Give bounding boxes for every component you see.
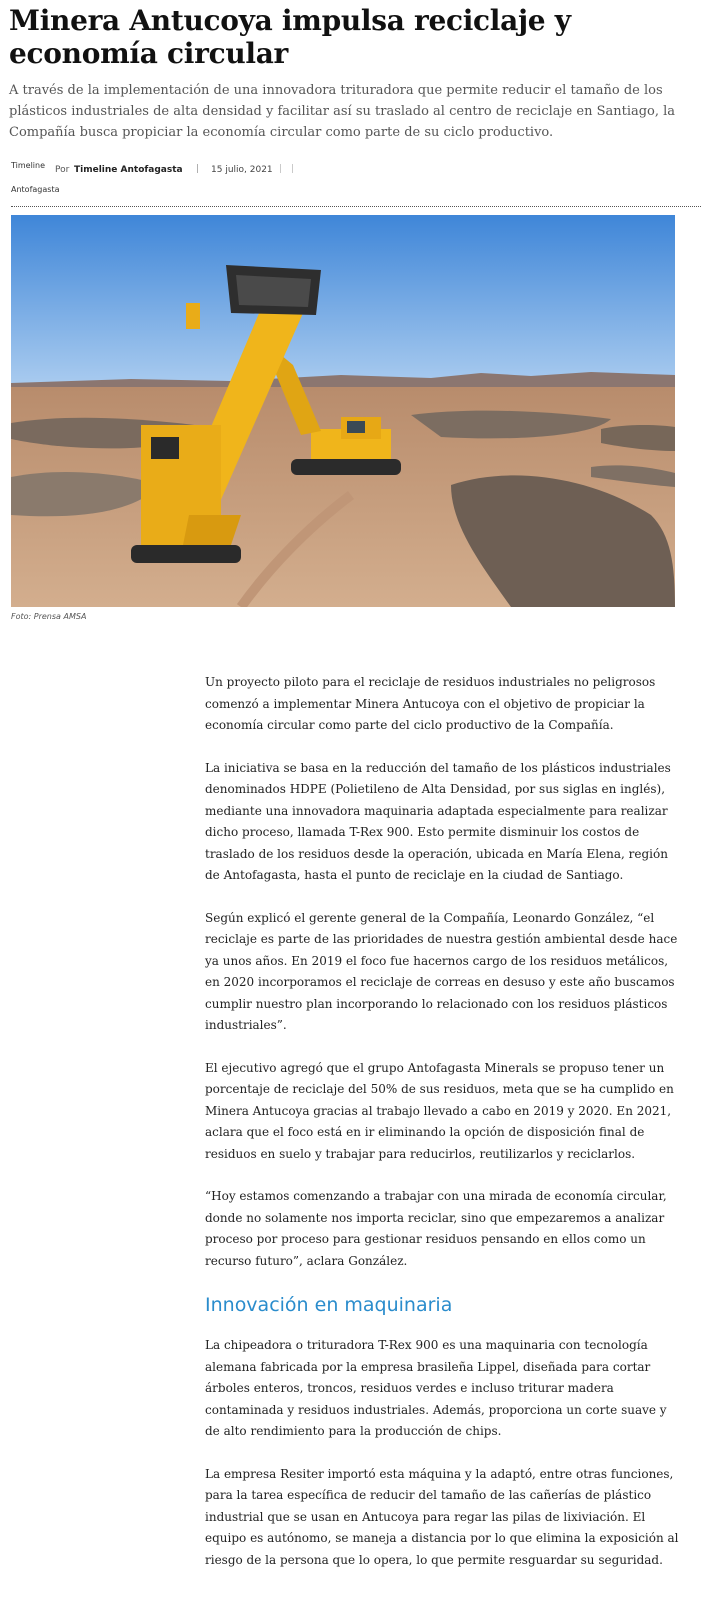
author-link[interactable]: Timeline Antofagasta bbox=[74, 165, 183, 175]
article-body bbox=[205, 672, 681, 1592]
body-paragraph: Según explicó el gerente general de la Compañía, Leonardo González, “el reciclaje es parte de las prioridades de nuestra gestión ambiental desde hace ya unos años. En 2019 el foco fue hacernos cargo de los residuos metálicos, en 2020 incorporamos el reciclaje de correas en desuso y este año buscamos cumplir nuestro plan incorporando lo relacionado con los residuos plásticos industriales”. bbox=[205, 910, 678, 1032]
section-heading: Innovación en maquinaria bbox=[205, 1294, 453, 1316]
body-paragraph: La chipeadora o trituradora T-Rex 900 es una maquinaria con tecnología alemana fabricada por la empresa brasileña Lippel, diseñada para cortar árboles enteros, troncos, residuos verdes e incluso triturar madera contaminada y residuos industriales. Además, proporciona un corte suave y de alto rendimiento para la producción de chips. bbox=[205, 1338, 667, 1438]
article-title: Minera Antucoya impulsa reciclaje y economía circular bbox=[9, 4, 571, 70]
byline-por: Por bbox=[55, 165, 70, 175]
sky bbox=[11, 215, 675, 385]
byline bbox=[11, 154, 701, 194]
byline-separator: | bbox=[291, 164, 295, 174]
article-subtitle: A través de la implementación de una innovadora trituradora que permite reducir el tamaño de los plásticos industriales de alta densidad y facilitar así su traslado al centro de reciclaje en Santiago, la Compañía busca propiciar la economía circular como parte de su ciclo productivo. bbox=[9, 83, 676, 140]
photo-illustration bbox=[11, 215, 675, 607]
byline-separator: | bbox=[196, 164, 200, 174]
publish-date: 15 julio, 2021 bbox=[211, 165, 273, 175]
publisher-logo[interactable] bbox=[11, 154, 60, 202]
body-paragraph: El ejecutivo agregó que el grupo Antofagasta Minerals se propuso tener un porcentaje de reciclaje del 50% de sus residuos, meta que se ha cumplido en Minera Antucoya gracias al trabajo llevado a cabo en 2019 y 2020. En 2021, aclara que el foco está en ir eliminando la opción de disposición final de residuos en suelo y trabajar para reducirlos, reutilizarlos y reciclarlos. bbox=[205, 1060, 674, 1161]
body-paragraph: La empresa Resiter importó esta máquina y la adaptó, entre otras funciones, para la tarea específica de reducir del tamaño de las cañerías de plástico industrial que se usan en Antucoya para regar las pilas de lixiviación. El equipo es autónomo, se maneja a distancia por lo que elimina la exposición al riesgo de la persona que lo opera, lo que permite resguardar su seguridad. bbox=[205, 1466, 679, 1567]
header-divider bbox=[11, 206, 701, 207]
byline-separator: | bbox=[279, 164, 283, 174]
body-paragraph: Un proyecto piloto para el reciclaje de residuos industriales no peligrosos comenzó a implementar Minera Antucoya con el objetivo de propiciar la economía circular como parte del ciclo productivo de la Compañía. bbox=[205, 675, 656, 732]
body-paragraph: “Hoy estamos comenzando a trabajar con una mirada de economía circular, donde no solamente nos importa reciclar, sino que empezaremos a analizar proceso por proceso para gestionar residuos pensando en ellos como un recurso futuro”, aclara González. bbox=[205, 1189, 667, 1268]
body-paragraph: La iniciativa se basa en la reducción del tamaño de los plásticos industriales denominados HDPE (Polietileno de Alta Densidad, por sus siglas en inglés), mediante una innovadora maquinaria adaptada especialmente para realizar dicho proceso, llamada T-Rex 900. Esto permite disminuir los costos de traslado de los residuos desde la operación, ubicada en María Elena, región de Antofagasta, hasta el punto de reciclaje en la ciudad de Santiago. bbox=[205, 760, 671, 882]
logo-line-2: Antofagasta bbox=[11, 185, 60, 194]
article-photo bbox=[11, 215, 675, 607]
photo-caption: Foto: Prensa AMSA bbox=[11, 612, 87, 621]
logo-line-1: Timeline bbox=[11, 161, 46, 170]
